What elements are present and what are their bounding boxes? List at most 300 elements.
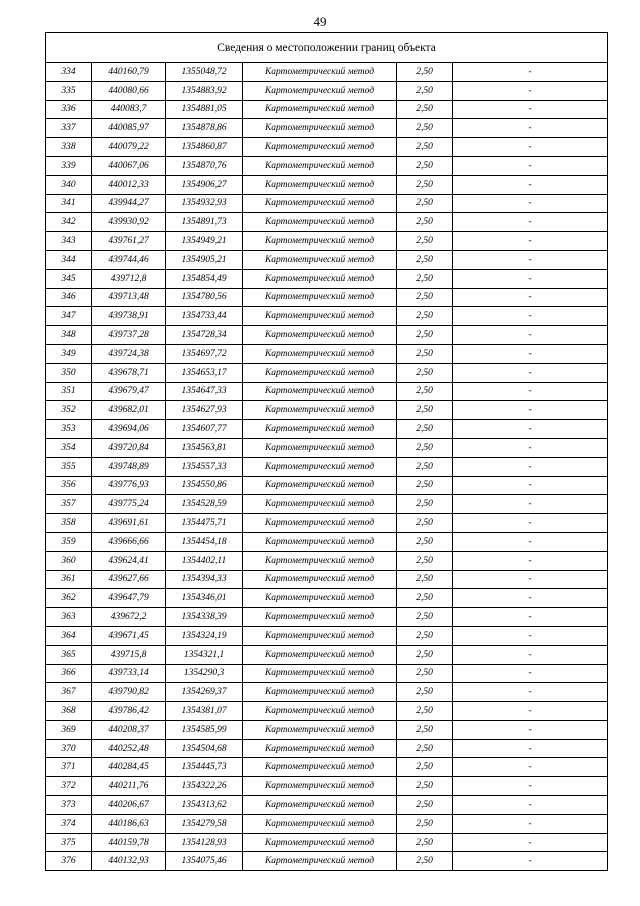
point-number-cell: 364 xyxy=(46,626,92,645)
method-cell: Картометрический метод xyxy=(243,269,397,288)
table-row xyxy=(46,683,608,702)
point-number-cell: 336 xyxy=(46,100,92,119)
method-cell: Картометрический метод xyxy=(243,495,397,514)
point-number-cell: 371 xyxy=(46,758,92,777)
method-cell: Картометрический метод xyxy=(243,344,397,363)
description-cell: - xyxy=(453,702,608,721)
accuracy-cell: 2,50 xyxy=(397,213,453,232)
table-row xyxy=(46,194,608,213)
y-coordinate-cell: 1354528,59 xyxy=(166,495,243,514)
table-row xyxy=(46,720,608,739)
y-coordinate-cell: 1354905,21 xyxy=(166,250,243,269)
description-cell: - xyxy=(453,438,608,457)
y-coordinate-cell: 1354607,77 xyxy=(166,420,243,439)
description-cell: - xyxy=(453,476,608,495)
accuracy-cell: 2,50 xyxy=(397,382,453,401)
x-coordinate-cell: 439737,28 xyxy=(92,326,166,345)
description-cell: - xyxy=(453,758,608,777)
table-row xyxy=(46,833,608,852)
accuracy-cell: 2,50 xyxy=(397,138,453,157)
point-number-cell: 376 xyxy=(46,852,92,871)
x-coordinate-cell: 439682,01 xyxy=(92,401,166,420)
table-row xyxy=(46,551,608,570)
accuracy-cell: 2,50 xyxy=(397,833,453,852)
accuracy-cell: 2,50 xyxy=(397,608,453,627)
x-coordinate-cell: 439776,93 xyxy=(92,476,166,495)
description-cell: - xyxy=(453,833,608,852)
method-cell: Картометрический метод xyxy=(243,175,397,194)
point-number-cell: 373 xyxy=(46,796,92,815)
x-coordinate-cell: 440206,67 xyxy=(92,796,166,815)
accuracy-cell: 2,50 xyxy=(397,420,453,439)
y-coordinate-cell: 1354647,33 xyxy=(166,382,243,401)
table-row xyxy=(46,532,608,551)
x-coordinate-cell: 439786,42 xyxy=(92,702,166,721)
x-coordinate-cell: 439790,82 xyxy=(92,683,166,702)
description-cell: - xyxy=(453,401,608,420)
table-row xyxy=(46,326,608,345)
accuracy-cell: 2,50 xyxy=(397,739,453,758)
description-cell: - xyxy=(453,514,608,533)
method-cell: Картометрический метод xyxy=(243,288,397,307)
table-title-row xyxy=(46,33,608,63)
table-row xyxy=(46,156,608,175)
point-number-cell: 375 xyxy=(46,833,92,852)
x-coordinate-cell: 439647,79 xyxy=(92,589,166,608)
method-cell: Картометрический метод xyxy=(243,401,397,420)
table-row xyxy=(46,608,608,627)
point-number-cell: 340 xyxy=(46,175,92,194)
description-cell: - xyxy=(453,363,608,382)
point-number-cell: 358 xyxy=(46,514,92,533)
table-row xyxy=(46,138,608,157)
point-number-cell: 362 xyxy=(46,589,92,608)
x-coordinate-cell: 439720,84 xyxy=(92,438,166,457)
table-row xyxy=(46,852,608,871)
x-coordinate-cell: 440132,93 xyxy=(92,852,166,871)
accuracy-cell: 2,50 xyxy=(397,156,453,175)
description-cell: - xyxy=(453,645,608,664)
table-row xyxy=(46,232,608,251)
description-cell: - xyxy=(453,589,608,608)
y-coordinate-cell: 1354269,37 xyxy=(166,683,243,702)
y-coordinate-cell: 1354454,18 xyxy=(166,532,243,551)
x-coordinate-cell: 440067,06 xyxy=(92,156,166,175)
description-cell: - xyxy=(453,288,608,307)
y-coordinate-cell: 1354653,17 xyxy=(166,363,243,382)
accuracy-cell: 2,50 xyxy=(397,363,453,382)
point-number-cell: 372 xyxy=(46,777,92,796)
table-row xyxy=(46,645,608,664)
point-number-cell: 369 xyxy=(46,720,92,739)
point-number-cell: 347 xyxy=(46,307,92,326)
accuracy-cell: 2,50 xyxy=(397,119,453,138)
y-coordinate-cell: 1354878,86 xyxy=(166,119,243,138)
y-coordinate-cell: 1354321,1 xyxy=(166,645,243,664)
description-cell: - xyxy=(453,326,608,345)
method-cell: Картометрический метод xyxy=(243,194,397,213)
table-row xyxy=(46,288,608,307)
point-number-cell: 361 xyxy=(46,570,92,589)
x-coordinate-cell: 439679,47 xyxy=(92,382,166,401)
y-coordinate-cell: 1354445,73 xyxy=(166,758,243,777)
method-cell: Картометрический метод xyxy=(243,796,397,815)
description-cell: - xyxy=(453,100,608,119)
point-number-cell: 334 xyxy=(46,63,92,82)
y-coordinate-cell: 1354381,07 xyxy=(166,702,243,721)
method-cell: Картометрический метод xyxy=(243,476,397,495)
y-coordinate-cell: 1354504,68 xyxy=(166,739,243,758)
table-row xyxy=(46,213,608,232)
method-cell: Картометрический метод xyxy=(243,664,397,683)
x-coordinate-cell: 440208,37 xyxy=(92,720,166,739)
x-coordinate-cell: 440083,7 xyxy=(92,100,166,119)
method-cell: Картометрический метод xyxy=(243,608,397,627)
method-cell: Картометрический метод xyxy=(243,420,397,439)
y-coordinate-cell: 1354313,62 xyxy=(166,796,243,815)
y-coordinate-cell: 1354585,99 xyxy=(166,720,243,739)
accuracy-cell: 2,50 xyxy=(397,344,453,363)
point-number-cell: 343 xyxy=(46,232,92,251)
x-coordinate-cell: 440284,45 xyxy=(92,758,166,777)
method-cell: Картометрический метод xyxy=(243,570,397,589)
method-cell: Картометрический метод xyxy=(243,63,397,82)
accuracy-cell: 2,50 xyxy=(397,514,453,533)
description-cell: - xyxy=(453,570,608,589)
x-coordinate-cell: 440159,78 xyxy=(92,833,166,852)
description-cell: - xyxy=(453,608,608,627)
point-number-cell: 360 xyxy=(46,551,92,570)
method-cell: Картометрический метод xyxy=(243,213,397,232)
point-number-cell: 345 xyxy=(46,269,92,288)
y-coordinate-cell: 1354881,05 xyxy=(166,100,243,119)
y-coordinate-cell: 1354883,92 xyxy=(166,81,243,100)
method-cell: Картометрический метод xyxy=(243,720,397,739)
description-cell: - xyxy=(453,796,608,815)
method-cell: Картометрический метод xyxy=(243,138,397,157)
table-row xyxy=(46,63,608,82)
point-number-cell: 344 xyxy=(46,250,92,269)
x-coordinate-cell: 440079,22 xyxy=(92,138,166,157)
y-coordinate-cell: 1354780,56 xyxy=(166,288,243,307)
x-coordinate-cell: 439672,2 xyxy=(92,608,166,627)
table-row xyxy=(46,777,608,796)
description-cell: - xyxy=(453,81,608,100)
x-coordinate-cell: 439930,92 xyxy=(92,213,166,232)
accuracy-cell: 2,50 xyxy=(397,532,453,551)
y-coordinate-cell: 1354322,26 xyxy=(166,777,243,796)
method-cell: Картометрический метод xyxy=(243,438,397,457)
accuracy-cell: 2,50 xyxy=(397,683,453,702)
description-cell: - xyxy=(453,495,608,514)
accuracy-cell: 2,50 xyxy=(397,100,453,119)
point-number-cell: 346 xyxy=(46,288,92,307)
method-cell: Картометрический метод xyxy=(243,814,397,833)
x-coordinate-cell: 439694,06 xyxy=(92,420,166,439)
y-coordinate-cell: 1354402,11 xyxy=(166,551,243,570)
point-number-cell: 350 xyxy=(46,363,92,382)
y-coordinate-cell: 1354557,33 xyxy=(166,457,243,476)
table-row xyxy=(46,589,608,608)
y-coordinate-cell: 1354346,01 xyxy=(166,589,243,608)
method-cell: Картометрический метод xyxy=(243,232,397,251)
description-cell: - xyxy=(453,457,608,476)
point-number-cell: 354 xyxy=(46,438,92,457)
description-cell: - xyxy=(453,852,608,871)
x-coordinate-cell: 440211,76 xyxy=(92,777,166,796)
accuracy-cell: 2,50 xyxy=(397,495,453,514)
y-coordinate-cell: 1354949,21 xyxy=(166,232,243,251)
table-row xyxy=(46,796,608,815)
description-cell: - xyxy=(453,138,608,157)
table-row xyxy=(46,514,608,533)
description-cell: - xyxy=(453,175,608,194)
y-coordinate-cell: 1354550,86 xyxy=(166,476,243,495)
point-number-cell: 351 xyxy=(46,382,92,401)
y-coordinate-cell: 1354906,27 xyxy=(166,175,243,194)
point-number-cell: 356 xyxy=(46,476,92,495)
description-cell: - xyxy=(453,382,608,401)
method-cell: Картометрический метод xyxy=(243,250,397,269)
table-row xyxy=(46,382,608,401)
table-row xyxy=(46,664,608,683)
method-cell: Картометрический метод xyxy=(243,852,397,871)
description-cell: - xyxy=(453,420,608,439)
table-row xyxy=(46,438,608,457)
description-cell: - xyxy=(453,156,608,175)
y-coordinate-cell: 1354324,19 xyxy=(166,626,243,645)
method-cell: Картометрический метод xyxy=(243,307,397,326)
accuracy-cell: 2,50 xyxy=(397,401,453,420)
table-row xyxy=(46,307,608,326)
point-number-cell: 366 xyxy=(46,664,92,683)
point-number-cell: 337 xyxy=(46,119,92,138)
accuracy-cell: 2,50 xyxy=(397,175,453,194)
method-cell: Картометрический метод xyxy=(243,702,397,721)
accuracy-cell: 2,50 xyxy=(397,777,453,796)
accuracy-cell: 2,50 xyxy=(397,852,453,871)
x-coordinate-cell: 440012,33 xyxy=(92,175,166,194)
description-cell: - xyxy=(453,63,608,82)
description-cell: - xyxy=(453,250,608,269)
point-number-cell: 355 xyxy=(46,457,92,476)
description-cell: - xyxy=(453,232,608,251)
point-number-cell: 348 xyxy=(46,326,92,345)
description-cell: - xyxy=(453,213,608,232)
table-row xyxy=(46,119,608,138)
method-cell: Картометрический метод xyxy=(243,589,397,608)
point-number-cell: 335 xyxy=(46,81,92,100)
y-coordinate-cell: 1355048,72 xyxy=(166,63,243,82)
method-cell: Картометрический метод xyxy=(243,683,397,702)
x-coordinate-cell: 439761,27 xyxy=(92,232,166,251)
accuracy-cell: 2,50 xyxy=(397,194,453,213)
table-row xyxy=(46,269,608,288)
method-cell: Картометрический метод xyxy=(243,833,397,852)
y-coordinate-cell: 1354932,93 xyxy=(166,194,243,213)
x-coordinate-cell: 439712,8 xyxy=(92,269,166,288)
accuracy-cell: 2,50 xyxy=(397,326,453,345)
method-cell: Картометрический метод xyxy=(243,514,397,533)
y-coordinate-cell: 1354128,93 xyxy=(166,833,243,852)
y-coordinate-cell: 1354870,76 xyxy=(166,156,243,175)
y-coordinate-cell: 1354075,46 xyxy=(166,852,243,871)
accuracy-cell: 2,50 xyxy=(397,438,453,457)
y-coordinate-cell: 1354475,71 xyxy=(166,514,243,533)
description-cell: - xyxy=(453,551,608,570)
x-coordinate-cell: 439733,14 xyxy=(92,664,166,683)
x-coordinate-cell: 439738,91 xyxy=(92,307,166,326)
description-cell: - xyxy=(453,194,608,213)
y-coordinate-cell: 1354338,39 xyxy=(166,608,243,627)
description-cell: - xyxy=(453,307,608,326)
y-coordinate-cell: 1354854,49 xyxy=(166,269,243,288)
table-row xyxy=(46,626,608,645)
x-coordinate-cell: 440186,63 xyxy=(92,814,166,833)
y-coordinate-cell: 1354891,73 xyxy=(166,213,243,232)
method-cell: Картометрический метод xyxy=(243,156,397,175)
point-number-cell: 353 xyxy=(46,420,92,439)
y-coordinate-cell: 1354728,34 xyxy=(166,326,243,345)
method-cell: Картометрический метод xyxy=(243,551,397,570)
accuracy-cell: 2,50 xyxy=(397,288,453,307)
accuracy-cell: 2,50 xyxy=(397,664,453,683)
accuracy-cell: 2,50 xyxy=(397,269,453,288)
accuracy-cell: 2,50 xyxy=(397,758,453,777)
accuracy-cell: 2,50 xyxy=(397,307,453,326)
accuracy-cell: 2,50 xyxy=(397,589,453,608)
x-coordinate-cell: 439671,45 xyxy=(92,626,166,645)
method-cell: Картометрический метод xyxy=(243,626,397,645)
x-coordinate-cell: 440252,48 xyxy=(92,739,166,758)
method-cell: Картометрический метод xyxy=(243,739,397,758)
table-row xyxy=(46,758,608,777)
y-coordinate-cell: 1354627,93 xyxy=(166,401,243,420)
method-cell: Картометрический метод xyxy=(243,382,397,401)
description-cell: - xyxy=(453,119,608,138)
table-row xyxy=(46,401,608,420)
method-cell: Картометрический метод xyxy=(243,119,397,138)
point-number-cell: 349 xyxy=(46,344,92,363)
method-cell: Картометрический метод xyxy=(243,100,397,119)
accuracy-cell: 2,50 xyxy=(397,626,453,645)
point-number-cell: 363 xyxy=(46,608,92,627)
description-cell: - xyxy=(453,739,608,758)
table-row xyxy=(46,702,608,721)
table-row xyxy=(46,344,608,363)
description-cell: - xyxy=(453,683,608,702)
table-row xyxy=(46,363,608,382)
accuracy-cell: 2,50 xyxy=(397,81,453,100)
y-coordinate-cell: 1354733,44 xyxy=(166,307,243,326)
x-coordinate-cell: 439744,46 xyxy=(92,250,166,269)
accuracy-cell: 2,50 xyxy=(397,570,453,589)
accuracy-cell: 2,50 xyxy=(397,457,453,476)
accuracy-cell: 2,50 xyxy=(397,232,453,251)
point-number-cell: 357 xyxy=(46,495,92,514)
y-coordinate-cell: 1354394,33 xyxy=(166,570,243,589)
table-row xyxy=(46,420,608,439)
description-cell: - xyxy=(453,532,608,551)
x-coordinate-cell: 439748,89 xyxy=(92,457,166,476)
accuracy-cell: 2,50 xyxy=(397,250,453,269)
description-cell: - xyxy=(453,814,608,833)
table-row xyxy=(46,250,608,269)
point-number-cell: 338 xyxy=(46,138,92,157)
page-number: 49 xyxy=(313,14,327,29)
point-number-cell: 341 xyxy=(46,194,92,213)
accuracy-cell: 2,50 xyxy=(397,720,453,739)
method-cell: Картометрический метод xyxy=(243,326,397,345)
x-coordinate-cell: 439627,66 xyxy=(92,570,166,589)
table-title: Сведения о местоположении границ объекта xyxy=(46,33,608,63)
x-coordinate-cell: 439944,27 xyxy=(92,194,166,213)
description-cell: - xyxy=(453,664,608,683)
accuracy-cell: 2,50 xyxy=(397,63,453,82)
point-number-cell: 367 xyxy=(46,683,92,702)
table-row xyxy=(46,495,608,514)
table-row xyxy=(46,457,608,476)
point-number-cell: 365 xyxy=(46,645,92,664)
y-coordinate-cell: 1354697,72 xyxy=(166,344,243,363)
point-number-cell: 370 xyxy=(46,739,92,758)
x-coordinate-cell: 440160,79 xyxy=(92,63,166,82)
table-row xyxy=(46,100,608,119)
table-row xyxy=(46,570,608,589)
table-row xyxy=(46,81,608,100)
table-row xyxy=(46,814,608,833)
x-coordinate-cell: 439713,48 xyxy=(92,288,166,307)
x-coordinate-cell: 439691,61 xyxy=(92,514,166,533)
point-number-cell: 374 xyxy=(46,814,92,833)
method-cell: Картометрический метод xyxy=(243,363,397,382)
method-cell: Картометрический метод xyxy=(243,81,397,100)
x-coordinate-cell: 439624,41 xyxy=(92,551,166,570)
y-coordinate-cell: 1354563,81 xyxy=(166,438,243,457)
accuracy-cell: 2,50 xyxy=(397,702,453,721)
x-coordinate-cell: 440080,66 xyxy=(92,81,166,100)
description-cell: - xyxy=(453,777,608,796)
description-cell: - xyxy=(453,269,608,288)
method-cell: Картометрический метод xyxy=(243,532,397,551)
table-row xyxy=(46,175,608,194)
accuracy-cell: 2,50 xyxy=(397,814,453,833)
x-coordinate-cell: 439666,66 xyxy=(92,532,166,551)
accuracy-cell: 2,50 xyxy=(397,796,453,815)
point-number-cell: 342 xyxy=(46,213,92,232)
description-cell: - xyxy=(453,626,608,645)
boundary-coordinates-table xyxy=(45,32,608,871)
y-coordinate-cell: 1354860,87 xyxy=(166,138,243,157)
point-number-cell: 368 xyxy=(46,702,92,721)
table-row xyxy=(46,476,608,495)
point-number-cell: 339 xyxy=(46,156,92,175)
point-number-cell: 359 xyxy=(46,532,92,551)
method-cell: Картометрический метод xyxy=(243,758,397,777)
description-cell: - xyxy=(453,344,608,363)
method-cell: Картометрический метод xyxy=(243,645,397,664)
accuracy-cell: 2,50 xyxy=(397,551,453,570)
x-coordinate-cell: 439678,71 xyxy=(92,363,166,382)
x-coordinate-cell: 439775,24 xyxy=(92,495,166,514)
point-number-cell: 352 xyxy=(46,401,92,420)
y-coordinate-cell: 1354290,3 xyxy=(166,664,243,683)
method-cell: Картометрический метод xyxy=(243,777,397,796)
description-cell: - xyxy=(453,720,608,739)
x-coordinate-cell: 439724,38 xyxy=(92,344,166,363)
x-coordinate-cell: 440085,97 xyxy=(92,119,166,138)
accuracy-cell: 2,50 xyxy=(397,645,453,664)
